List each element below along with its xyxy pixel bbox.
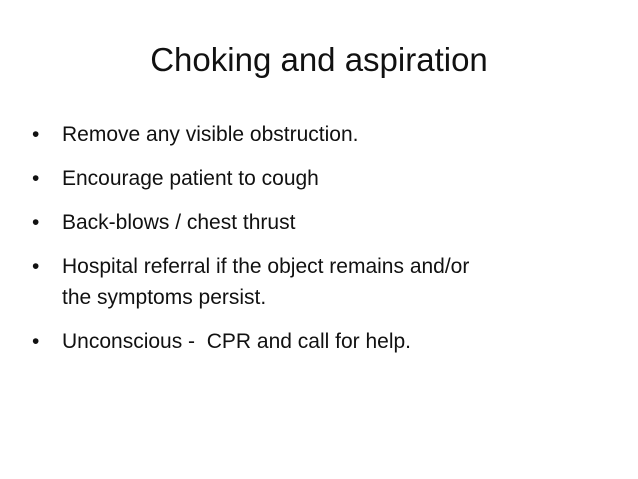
bullet-item xyxy=(32,326,612,357)
bullet-item xyxy=(32,251,612,313)
bullet-marker: • xyxy=(32,167,40,190)
bullet-marker: • xyxy=(32,330,40,353)
bullet-item xyxy=(32,207,612,238)
bullet-text: Unconscious - CPR and call for help. xyxy=(62,330,411,353)
bullet-item xyxy=(32,119,612,150)
slide-title: Choking and aspiration xyxy=(150,41,488,78)
bullet-item xyxy=(32,163,612,194)
bullet-text: Back-blows / chest thrust xyxy=(62,211,296,234)
bullet-text: Encourage patient to cough xyxy=(62,167,319,190)
bullet-marker: • xyxy=(32,255,40,278)
bullet-list xyxy=(32,119,612,370)
bullet-text: Hospital referral if the object remains and/or the symptoms persist. xyxy=(62,255,470,309)
bullet-marker: • xyxy=(32,211,40,234)
bullet-marker: • xyxy=(32,123,40,146)
bullet-text: Remove any visible obstruction. xyxy=(62,123,359,146)
